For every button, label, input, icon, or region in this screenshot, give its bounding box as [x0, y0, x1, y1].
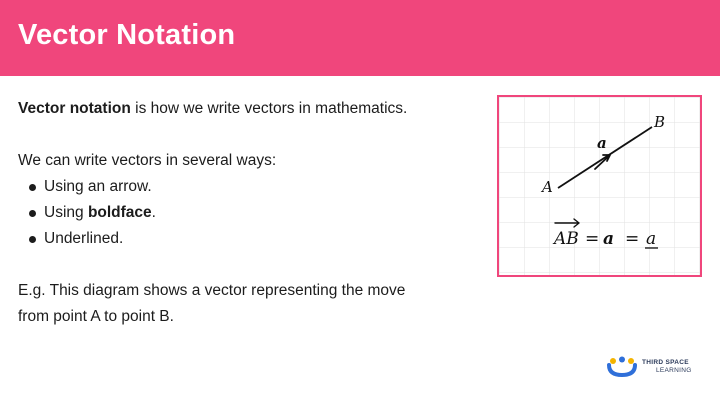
bold-prefix: Using	[44, 204, 88, 221]
notation-a-bold: a	[603, 229, 615, 249]
lesson-text	[18, 96, 488, 330]
point-a-label: A	[542, 178, 553, 196]
notation-equals-1: =	[585, 229, 600, 249]
ways-heading: We can write vectors in several ways:	[18, 152, 277, 169]
list-item-arrow: Using an arrow.	[18, 174, 488, 200]
logo-wordmark	[642, 359, 692, 375]
notation-a-underlined: a	[646, 229, 657, 249]
page-title: Vector Notation	[18, 19, 236, 51]
list-item-underlined: Underlined.	[18, 226, 488, 252]
example-line-2: from point A to point B.	[18, 308, 174, 325]
notation-ab: AB	[554, 229, 579, 249]
third-space-learning-logo	[606, 356, 698, 378]
vector-a-label: a	[597, 134, 607, 152]
logo-icon	[606, 356, 638, 378]
grid-background	[499, 97, 700, 275]
vector-diagram-svg	[499, 97, 700, 275]
notation-equals-2: =	[625, 229, 640, 249]
point-b-label: B	[654, 113, 666, 131]
logo-line-2: LEARNING	[656, 367, 692, 374]
intro-rest: is how we write vectors in mathematics.	[130, 100, 408, 117]
intro-paragraph	[18, 96, 488, 122]
example-line-1: E.g. This diagram shows a vector representing the move	[18, 282, 406, 299]
ways-list	[18, 174, 488, 252]
bold-suffix: .	[151, 204, 156, 221]
list-item-boldface	[18, 200, 488, 226]
title-banner	[0, 0, 720, 76]
intro-term: Vector notation	[18, 100, 131, 117]
logo-line-1: THIRD SPACE	[642, 359, 689, 366]
vector-diagram	[497, 95, 702, 277]
bold-word: boldface	[87, 204, 152, 221]
